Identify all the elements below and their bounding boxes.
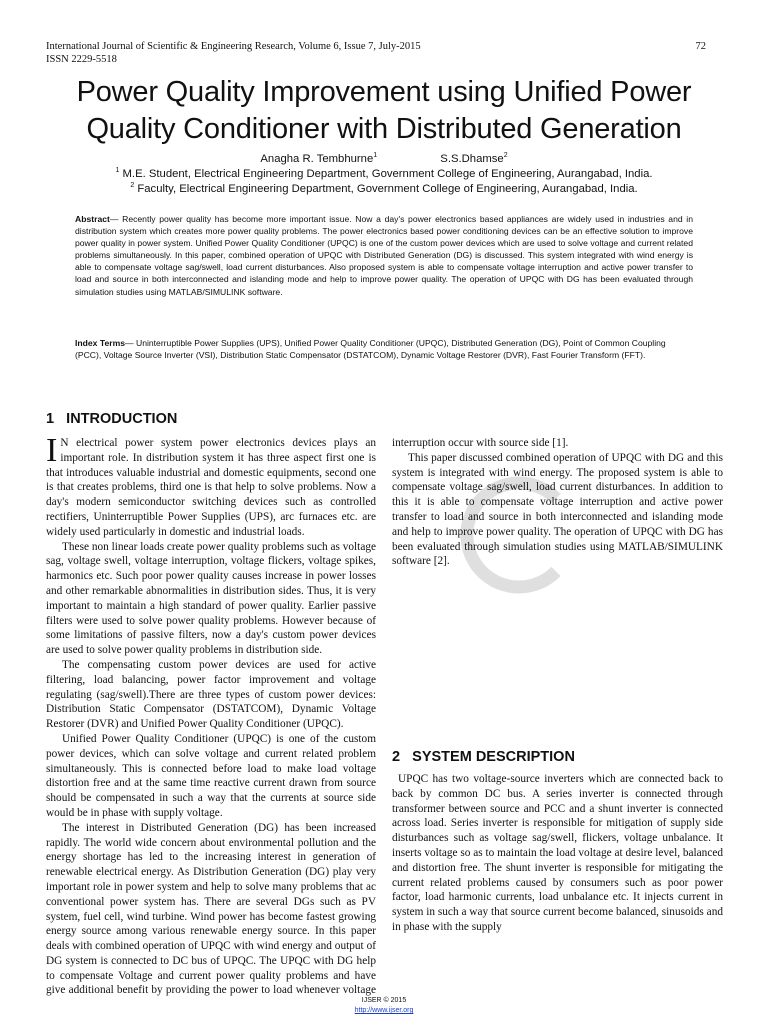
- section-2-title: SYSTEM DESCRIPTION: [412, 749, 575, 765]
- journal-name: International Journal of Scientific & Engineering Research, Volume 6, Issue 7, July-2015: [46, 41, 421, 52]
- title-line-1: Power Quality Improvement using Unified Power: [76, 76, 692, 108]
- author-2-name: S.S.Dhamse: [440, 153, 504, 165]
- author-1: [260, 152, 377, 167]
- intro-paragraph-1: [46, 432, 376, 540]
- running-header: [46, 40, 706, 66]
- right-column: [392, 436, 723, 569]
- intro-paragraph-2: These non linear loads create power quality problems such as voltage sag, voltage swell, voltage interruption, voltage flickers, voltage spikes, harmonics etc. Such poor power quality causes increase in power losses and other remarkable abnormalities in distribution sides. Thus, it is very important to maintain a high standard of power quality. Earlier passive filters were used to solve power quality problems. However because of some limitations of passive filters, now a day's custom power devices are used to solve power quality problems in distribution side.: [46, 540, 376, 657]
- intro-paragraph-4: Unified Power Quality Conditioner (UPQC) is one of the custom power devices, which can solve voltage and current related problem simultaneously. This is connected before load to make load voltage distortion free and at the same time reactive current drawn from source should be compensated in such a way that the currents at source side would be in phase with supply voltage.: [46, 732, 376, 819]
- author-2: [440, 152, 507, 167]
- intro-paragraph-1-text: N electrical power system power electronics devices plays an important role. In distribution system it has three aspect first one is that introduces valuable industrial and domestic equipments, second one is that creates problems, third one is that help to solve problems. Now a day's modern semiconductor switching devices such as controlled rectifiers, Uninterruptible Power Supplies (UPS), arc furnaces etc. are widely used particularly in domestic and industrial loads.: [46, 437, 376, 538]
- paper-title: [30, 74, 738, 148]
- affiliation-2: [0, 182, 768, 197]
- section-2-heading: [392, 748, 575, 766]
- intro-paragraph-5-continued: interruption occur with source side [1].: [392, 437, 569, 449]
- title-line-2: Quality Conditioner with Distributed Generation: [86, 113, 682, 145]
- section-1-number: 1: [46, 411, 55, 427]
- affiliation-1: [0, 167, 768, 182]
- author-names: [0, 152, 768, 167]
- index-terms: [75, 337, 693, 361]
- section-2-body: [392, 772, 723, 935]
- sysdesc-paragraph-1: UPQC has two voltage-source inverters which are connected back to back by common DC bus. A series inverter is connected through transformer between source and PCC and a shunt inverter is connected across load. Series inverter is responsible for mitigation of supply side disturbances such as voltage sag/swell, flickers, voltage unbalance. It inserts voltage so as to maintain the load voltage at desire level, balanced and distortion free. The shunt inverter is responsible for mitigating the current related problems caused by consumers such as poor power factor, load harmonic currents, load unbalance etc. It injects current in system in such a way that source current become balanced, sinusoids and in phase with the supply: [392, 773, 723, 933]
- intro-paragraph-6: This paper discussed combined operation of UPQC with DG and this system is integrated with wind energy. The proposed system is able to compensate voltage sag/swell, load current disturbances. In addition to this it is able to compensate voltage interruption and active power transfer to load and source in both interconnected and islanding mode and help to improve power quality. The operation of UPQC with DG has been evaluated through simulation studies using MATLAB/SIMULINK software [2].: [392, 451, 723, 568]
- author-2-sup: 2: [503, 152, 508, 160]
- issn: ISSN 2229-5518: [46, 54, 117, 65]
- section-1-title: INTRODUCTION: [66, 411, 178, 427]
- author-1-name: Anagha R. Tembhurne: [260, 153, 374, 165]
- footer-copyright: IJSER © 2015: [361, 997, 407, 1004]
- page-footer: [0, 996, 768, 1016]
- author-block: [0, 152, 768, 197]
- abstract-text: — Recently power quality has become more important issue. Now a day's power electronics based appliances are widely used in industries and in distribution system which creates more power quality problems. The power electronics based power conditioning devices can be an effective solution to improve power quality in power system. Unified Power Quality Conditioner (UPQC) is one of the custom power devices which are used to solve voltage and current related problems simultaneously. In this paper, combined operation of UPQC with Distributed Generation (DG) is discussed. This system integrated with wind energy is able to compensate voltage sag/swell, load current disturbances. Also proposed system is able to compensate voltage interruption and active power transfer to load and source in both interconnected and islanding mode and help to improve power quality. The operation of UPQC with DG has been evaluated through simulation studies using MATLAB/SIMULINK software.: [75, 214, 693, 297]
- drop-cap: I: [46, 432, 58, 469]
- affiliation-2-sup: 2: [130, 182, 135, 190]
- affiliation-1-text: M.E. Student, Electrical Engineering Department, Government College of Engineering, Aurangabad, India.: [119, 168, 653, 180]
- affiliation-2-text: Faculty, Electrical Engineering Department, Government College of Engineering, Aurangabad, India.: [134, 183, 638, 195]
- left-column: [46, 432, 376, 998]
- footer-url-link[interactable]: http://www.ijser.org: [354, 1007, 414, 1014]
- author-1-sup: 1: [373, 152, 378, 160]
- intro-paragraph-3: The compensating custom power devices are used for active filtering, load balancing, power factor improvement and voltage regulating (sag/swell).There are three types of custom power devices: Distribution Static Compensator (DSTATCOM), Dynamic Voltage Restorer (DVR) and Unified Power Quality Conditioner (UPQC).: [46, 658, 376, 731]
- section-1-heading: [46, 410, 177, 428]
- affiliation-1-sup: 1: [115, 167, 120, 175]
- index-terms-label: Index Terms: [75, 338, 125, 348]
- index-terms-text: — Uninterruptible Power Supplies (UPS), Unified Power Quality Conditioner (UPQC), Distributed Generation (DG), Point of Common Coupling (PCC), Voltage Source Inverter (VSI), Distribution Static Compensator (DSTATCOM), Dynamic Voltage Restorer (DVR), Fast Fourier Transform (FFT).: [75, 338, 666, 361]
- section-2-number: 2: [392, 749, 401, 765]
- abstract: [75, 213, 693, 298]
- abstract-label: Abstract: [75, 214, 110, 224]
- intro-paragraph-5: The interest in Distributed Generation (DG) has been increased rapidly. The world wide concern about environmental pollution and the energy shortage has led to the increasing interest in generation of renewable electrical energy. As Distribution Generation (DG) play very important role in power system and help to solve many problems that ac conventional power system has. There are several DGs such as PV system, fuel cell, wind turbine. Wind power has become fastest growing energy source among various renewable energy source. In this paper deals with combined operation of UPQC with wind energy and output of DG system is connected to DC bus of UPQC. The UPQC with DG help to compensate Voltage and current power quality problems and have give additional benefit by providing the power to load whenever voltage: [46, 821, 376, 997]
- page-number: 72: [695, 41, 706, 52]
